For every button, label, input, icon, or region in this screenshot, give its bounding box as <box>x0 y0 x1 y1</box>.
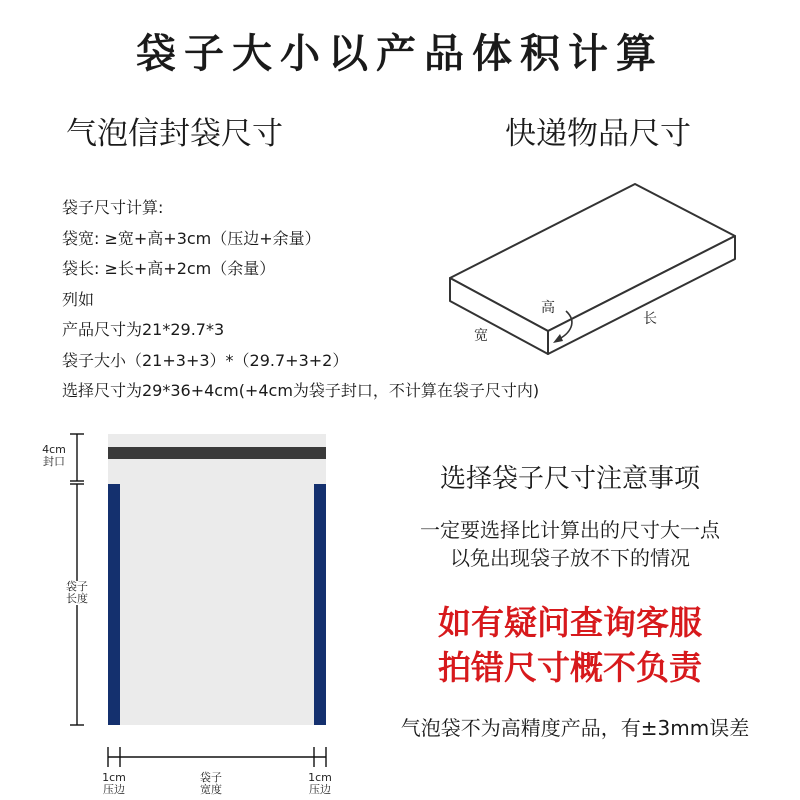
calc-line: 列如 <box>62 289 95 309</box>
package-size-heading: 快递物品尺寸 <box>505 116 691 152</box>
box-width-label: 宽 <box>474 328 488 344</box>
calc-line: 袋宽: ≥宽+高+3cm（压边+余量） <box>62 228 321 248</box>
page-title: 袋子大小以产品体积计算 <box>136 31 664 77</box>
calc-line: 袋子大小（21+3+3）*（29.7+3+2） <box>62 350 349 370</box>
calc-line: 产品尺寸为21*29.7*3 <box>62 320 225 339</box>
calc-line: 选择尺寸为29*36+4cm(+4cm为袋子封口，不计算在袋子尺寸内) <box>62 381 540 400</box>
bubble-envelope-heading: 气泡信封袋尺寸 <box>66 116 283 152</box>
calc-line: 袋长: ≥长+高+2cm（余量） <box>62 259 276 278</box>
box-length-label: 长 <box>643 311 657 327</box>
notes-body: 一定要选择比计算出的尺寸大一点 以免出现袋子放不下的情况 <box>420 518 720 570</box>
left-edge-label: 1cm 压边 <box>102 771 126 796</box>
warning-text: 如有疑问查询客服 拍错尺寸概不负责 <box>438 603 702 687</box>
tolerance-note: 气泡袋不为高精度产品，有±3mm误差 <box>400 716 750 740</box>
bag-width-label: 袋子 宽度 <box>200 771 222 796</box>
left-pressed-edge <box>108 484 120 725</box>
seal-label: 4cm 封口 <box>34 444 74 468</box>
seal-strip <box>108 447 326 459</box>
notes-title: 选择袋子尺寸注意事项 <box>439 464 700 494</box>
right-edge-label: 1cm 压边 <box>308 771 332 796</box>
bag-length-label: 袋子 长度 <box>57 581 97 605</box>
calc-line: 袋子尺寸计算: <box>62 198 164 217</box>
right-pressed-edge <box>314 484 326 725</box>
bag-body <box>108 434 326 725</box>
box-height-label: 高 <box>541 300 555 316</box>
